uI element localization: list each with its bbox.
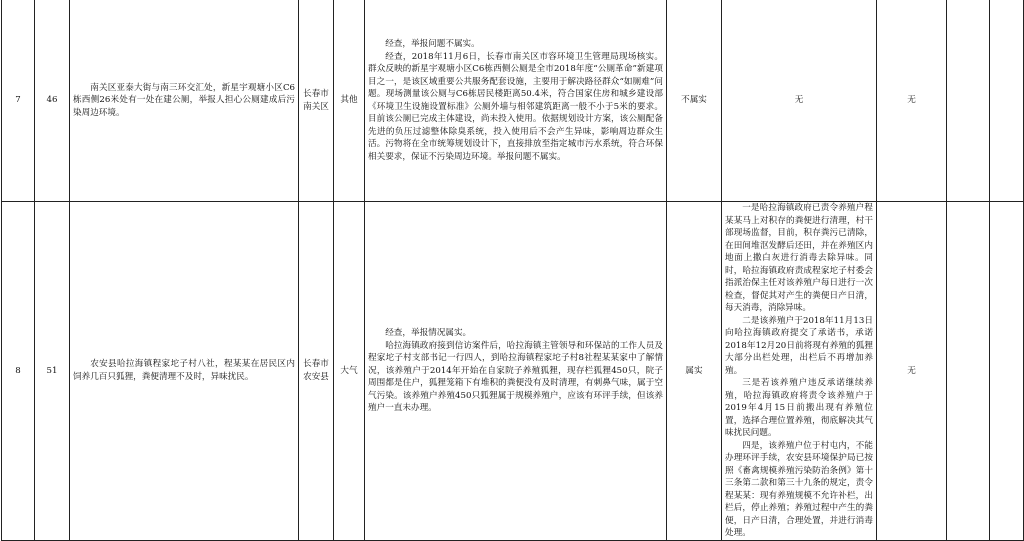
case-number-cell: 46 <box>35 0 70 202</box>
district-cell: 长春市南关区 <box>299 0 334 202</box>
category-cell: 其他 <box>334 0 365 202</box>
verdict-cell: 不属实 <box>667 0 722 202</box>
complaint-table <box>1 0 1024 541</box>
table-row <box>2 202 1024 541</box>
empty-cell <box>990 0 1024 202</box>
complaint-cell: 南关区亚泰大街与南三环交汇处，新星宇观塘小区C6栋西侧26米处有一处在建公厕，举报人担心公厕建成后污染周边环境。 <box>70 0 299 202</box>
verdict-cell: 属实 <box>667 202 722 541</box>
seq-cell: 7 <box>2 0 35 202</box>
handling-paragraph: 四是，该养殖户位于村屯内，不能办理环评手续，农安县环境保护局已按照《畜禽规模养殖污染防治条例》第十三条第二款和第三十九条的规定，责令程某某：现有养殖规模不允许补栏，出栏后，停止养殖；养殖过程中产生的粪便，日产日清，合理处置，并进行消毒处理。 <box>725 440 873 538</box>
investigation-paragraph: 哈拉海镇政府接到信访案件后，哈拉海镇主管领导和环保站的工作人员及程家坨子村支部书记一行四人，到哈拉海镇程家坨子村8社程某某家中了解情况，该养殖户于2014年开始在自家院子养殖狐狸，现存栏狐狸450只，院子周围都是住户，狐狸笼箱下有堆积的粪便没有及时清理，有刺鼻气味，属于空气污染。该养殖户养殖450只狐狸属于规模养殖户，应该有环评手续，但该养殖户一直未办理。 <box>368 340 663 413</box>
handling-paragraph: 二是该养殖户于2018年11月13日向哈拉海镇政府提交了承诺书，承诺2018年12月20日前将现有养殖的狐狸大部分出栏处理，出栏后不再增加养殖。 <box>725 315 873 376</box>
case-number-cell: 51 <box>35 202 70 541</box>
investigation-paragraph: 经查，举报问题不属实。 <box>385 39 480 49</box>
investigation-cell <box>365 0 667 202</box>
handling-paragraph: 三是若该养殖户违反承诺继续养殖，哈拉海镇政府将责令该养殖户于2019年4月15日前搬出现有养殖位置，选择合理位置养殖，彻底解决其气味扰民问题。 <box>725 378 873 438</box>
table-row <box>2 0 1024 202</box>
empty-cell <box>990 202 1024 541</box>
seq-cell: 8 <box>2 202 35 541</box>
complaint-cell: 农安县哈拉海镇程家坨子村八社，程某某在居民区内饲养几百只狐狸，粪便清理不及时，异味扰民。 <box>70 202 299 541</box>
accountability-cell: 无 <box>877 0 947 202</box>
investigation-cell <box>365 202 667 541</box>
empty-cell <box>947 0 990 202</box>
empty-cell <box>947 202 990 541</box>
investigation-paragraph: 经查，2018年11月6日，长春市南关区市容环境卫生管理局现场核实。群众反映的新星宇观塘小区C6栋西侧公厕是全市2018年度“公厕革命”新建项目之一，是该区域重要公共服务配套设施，主要用于解决路径群众“如厕难”问题。现场测量该公厕与C6栋居民楼距离50.4米，符合国家住房和城乡建设部《环境卫生设施设置标准》公厕外墙与相邻建筑距离一般不小于5米的要求。目前该公厕已完成主体建设，尚未投入使用。依据规划设计方案，该公厕配备先进的负压过滤整体除臭系统，投入使用后不会产生异味，影响周边群众生活。污物将在全市统筹规划设计下，直接排放至指定城市污水系统，符合环保相关要求，保证不污染周边环境。举报问题不属实。 <box>368 51 663 162</box>
handling-paragraph: 无 <box>794 95 804 106</box>
investigation-paragraph: 经查，举报情况属实。 <box>385 328 472 338</box>
handling-cell <box>722 0 877 202</box>
handling-paragraph: 一是哈拉海镇政府已责令养殖户程某某马上对积存的粪便进行清理，村干部现场监督，目前，积存粪污已清除，在田间堆沤发酵后还田，并在养殖区内地面上撒白灰进行消毒去除异味。同时，哈拉海镇政府责成程家坨子村委会指派治保主任对该养殖户每日进行一次检查，督促其对产生的粪便日产日清，每天消毒，消除异味。 <box>725 203 873 313</box>
district-cell: 长春市农安县 <box>299 202 334 541</box>
accountability-cell: 无 <box>877 202 947 541</box>
handling-cell <box>722 202 877 541</box>
category-cell: 大气 <box>334 202 365 541</box>
